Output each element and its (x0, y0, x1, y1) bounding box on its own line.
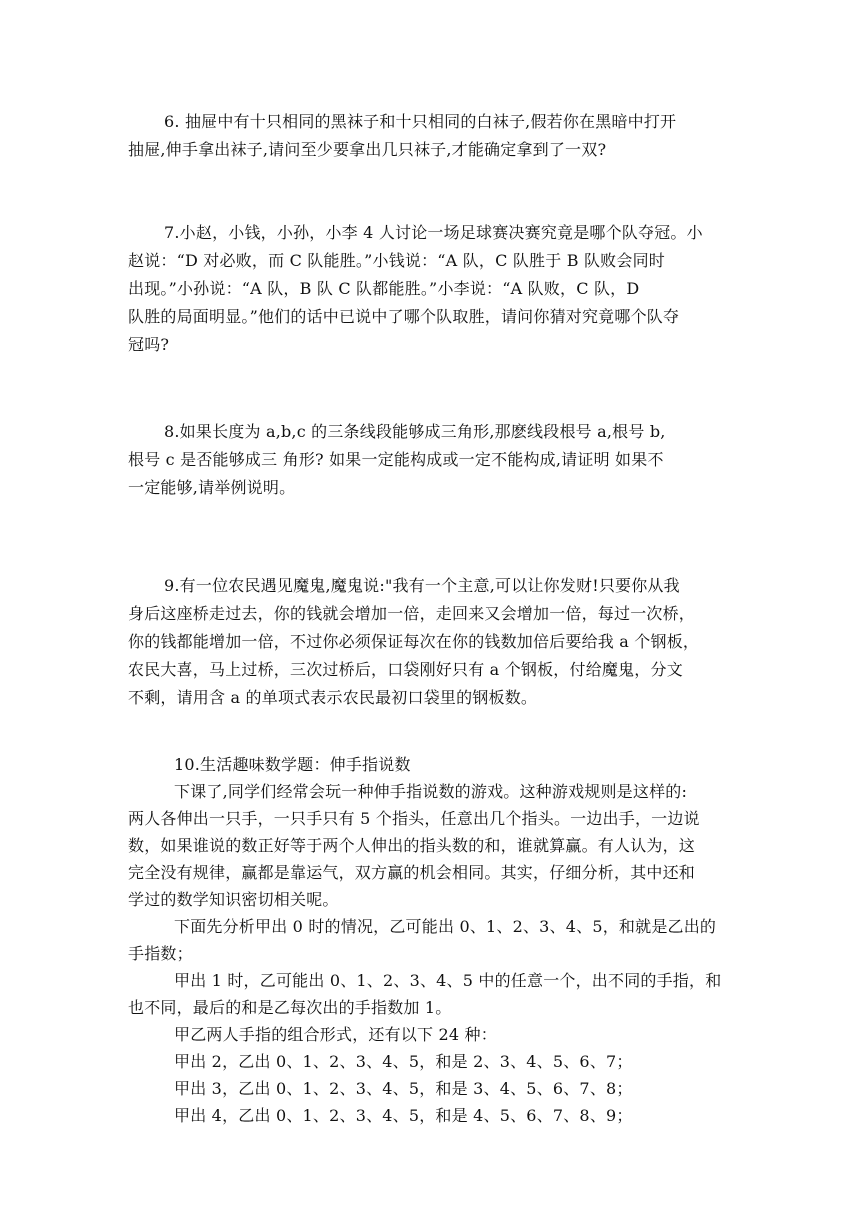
question-10-para-line: 也不同，最后的和是乙每次出的手指数加 1。 (128, 998, 452, 1017)
question-10-para-line: 下课了,同学们经常会玩一种伸手指说数的游戏。这种游戏规则是这样的: (174, 782, 688, 801)
question-8-line: 根号 c 是否能够成三 角形? 如果一定能构成或一定不能构成,请证明 如果不 (128, 450, 664, 469)
question-10-para-line: 数，如果谁说的数正好等于两个人伸出的指头数的和，谁就算赢。有人认为，这 (128, 836, 696, 855)
question-10-para-line: 手指数； (128, 944, 193, 963)
question-9-line: 农民大喜，马上过桥，三次过桥后，口袋刚好只有 a 个钢板，付给魔鬼，分文 (128, 660, 683, 679)
question-7-line: 队胜的局面明显。”他们的话中已说中了哪个队取胜，请问你猜对究竟哪个队夺 (128, 307, 680, 326)
question-10-para-line: 甲出 1 时，乙可能出 0、1、2、3、4、5 中的任意一个，出不同的手指，和 (174, 971, 722, 990)
question-6 (128, 108, 740, 164)
question-10-para-line: 甲乙两人手指的组合形式，还有以下 24 种： (174, 1025, 497, 1044)
question-6-line: 抽屉,伸手拿出袜子,请问至少要拿出几只袜子,才能确定拿到了一双? (128, 140, 607, 159)
question-10-title: 10.生活趣味数学题：伸手指说数 (174, 755, 411, 774)
question-10-combo-line: 甲出 2，乙出 0、1、2、3、4、5，和是 2、3、4、5、6、7； (174, 1052, 633, 1071)
question-10-combo-line: 甲出 4，乙出 0、1、2、3、4、5，和是 4、5、6、7、8、9； (174, 1106, 633, 1125)
question-7 (128, 219, 740, 359)
question-9 (128, 572, 740, 712)
question-7-line: 赵说：“D 对必败，而 C 队能胜。”小钱说：“A 队，C 队胜于 B 队败会同时 (128, 251, 665, 270)
question-10-combo-line: 甲出 3，乙出 0、1、2、3、4、5，和是 3、4、5、6、7、8； (174, 1079, 633, 1098)
question-10 (128, 751, 740, 1129)
question-10-para-line: 两人各伸出一只手，一只手只有 5 个指头，任意出几个指头。一边出手，一边说 (128, 809, 700, 828)
question-7-line: 冠吗? (128, 335, 170, 354)
question-8-line: 一定能够,请举例说明。 (128, 478, 296, 497)
question-8 (128, 418, 740, 502)
question-6-line: 6. 抽屉中有十只相同的黑袜子和十只相同的白袜子,假若你在黑暗中打开 (164, 112, 677, 131)
question-8-line: 8.如果长度为 a,b,c 的三条线段能够成三角形,那麽线段根号 a,根号 b, (164, 422, 666, 441)
question-9-line: 身后这座桥走过去，你的钱就会增加一倍，走回来又会增加一倍，每过一次桥， (128, 604, 696, 623)
question-9-line: 你的钱都能增加一倍，不过你必须保证每次在你的钱数加倍后要给我 a 个钢板， (128, 632, 700, 651)
question-9-line: 9.有一位农民遇见魔鬼,魔鬼说:"我有一个主意,可以让你发财!只要你从我 (164, 576, 680, 595)
question-7-line: 7.小赵，小钱，小孙，小李 4 人讨论一场足球赛决赛究竟是哪个队夺冠。小 (164, 223, 703, 242)
question-10-para-line: 下面先分析甲出 0 时的情况，乙可能出 0、1、2、3、4、5，和就是乙出的 (174, 917, 717, 936)
question-10-para-line: 学过的数学知识密切相关呢。 (128, 890, 339, 909)
question-9-line: 不剩，请用含 a 的单项式表示农民最初口袋里的钢板数。 (128, 688, 538, 707)
question-10-para-line: 完全没有规律，赢都是靠运气，双方赢的机会相同。其实，仔细分析，其中还和 (128, 863, 696, 882)
question-7-line: 出现。”小孙说：“A 队，B 队 C 队都能胜。”小李说：“A 队败，C 队，D (128, 279, 640, 298)
